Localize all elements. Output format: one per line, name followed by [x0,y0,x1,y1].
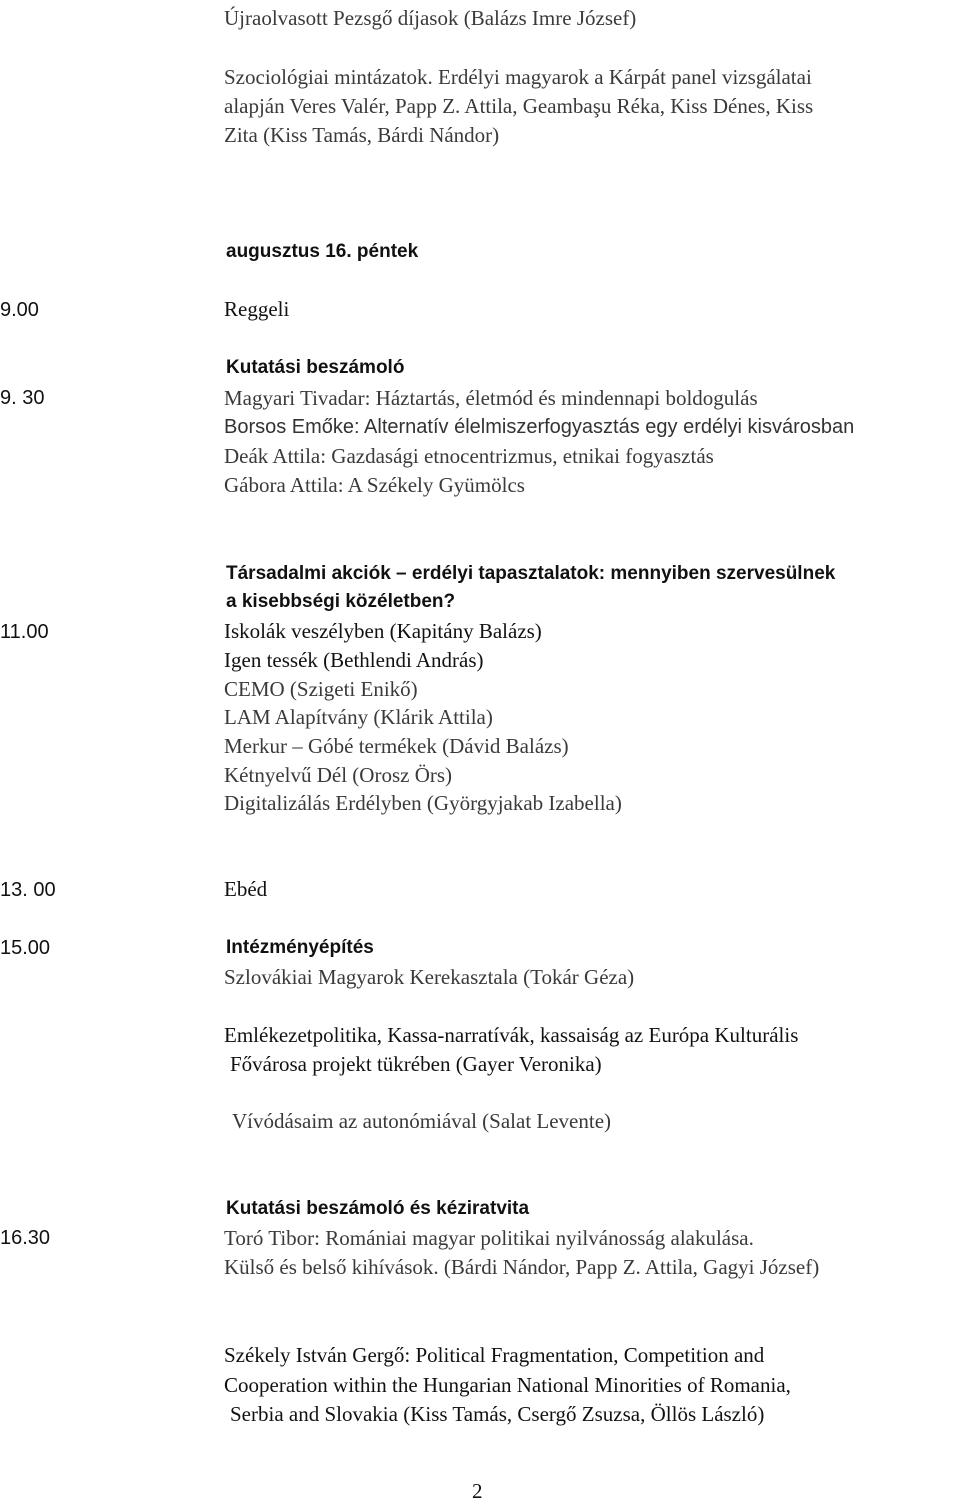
session-time: 9. 30 [0,387,45,409]
program-item: Toró Tibor: Romániai magyar politikai nyilvánosság alakulása. [224,1226,754,1250]
program-item: Magyari Tivadar: Háztartás, életmód és mindennapi boldogulás [224,386,758,410]
program-item: Vívódásaim az autonómiával (Salat Levente) [232,1109,612,1133]
program-item: alapján Veres Valér, Papp Z. Attila, Geambaşu Réka, Kiss Dénes, Kiss [224,94,814,118]
program-item: Borsos Emőke: Alternatív élelmiszerfogyasztás egy erdélyi kisvárosban [224,416,855,438]
program-item: CEMO (Szigeti Enikő) [224,677,418,701]
session-time: 15.00 [0,937,51,959]
program-item: Kétnyelvű Dél (Orosz Örs) [224,763,453,787]
program-item: Külső és belső kihívások. (Bárdi Nándor, Papp Z. Attila, Gagyi József) [224,1255,820,1279]
program-item: Iskolák veszélyben (Kapitány Balázs) [224,619,542,643]
program-item: Zita (Kiss Tamás, Bárdi Nándor) [224,123,500,147]
session-title: Ebéd [224,877,268,901]
session-heading: Kutatási beszámoló és kéziratvita [226,1198,530,1219]
program-item: Szociológiai mintázatok. Erdélyi magyarok a Kárpát panel vizsgálatai [224,65,812,89]
session-time: 9.00 [0,299,39,321]
program-item: Serbia and Slovakia (Kiss Tamás, Csergő Zsuzsa, Öllös László) [230,1402,765,1426]
session-time: 11.00 [0,621,49,643]
session-time: 16.30 [0,1227,51,1249]
program-item: Szlovákiai Magyarok Kerekasztala (Tokár Géza) [224,965,635,989]
program-item: Fővárosa projekt tükrében (Gayer Veronika) [230,1052,602,1076]
program-item: Emlékezetpolitika, Kassa-narratívák, kassaiság az Európa Kulturális [224,1023,799,1047]
session-time: 13. 00 [0,879,56,901]
program-item: LAM Alapítvány (Klárik Attila) [224,705,493,729]
session-heading: Társadalmi akciók – erdélyi tapasztalatok: mennyiben szervesülnek [226,563,836,584]
day-heading: augusztus 16. péntek [226,241,419,262]
program-item: Merkur – Góbé termékek (Dávid Balázs) [224,734,569,758]
session-heading: Kutatási beszámoló [226,357,405,378]
program-item: Deák Attila: Gazdasági etnocentrizmus, etnikai fogyasztás [224,444,714,468]
program-item: Gábora Attila: A Székely Gyümölcs [224,473,525,497]
program-item: Cooperation within the Hungarian National Minorities of Romania, [224,1373,791,1397]
program-item: Székely István Gergő: Political Fragmentation, Competition and [224,1343,765,1367]
session-heading: a kisebbségi közéletben? [226,591,456,612]
program-item: Digitalizálás Erdélyben (Györgyjakab Izabella) [224,791,622,815]
program-item: Újraolvasott Pezsgő díjasok (Balázs Imre József) [224,6,637,30]
program-item: Igen tessék (Bethlendi András) [224,648,484,672]
session-title: Reggeli [224,297,290,321]
page-number: 2 [472,1479,483,1503]
session-heading: Intézményépítés [226,937,374,958]
